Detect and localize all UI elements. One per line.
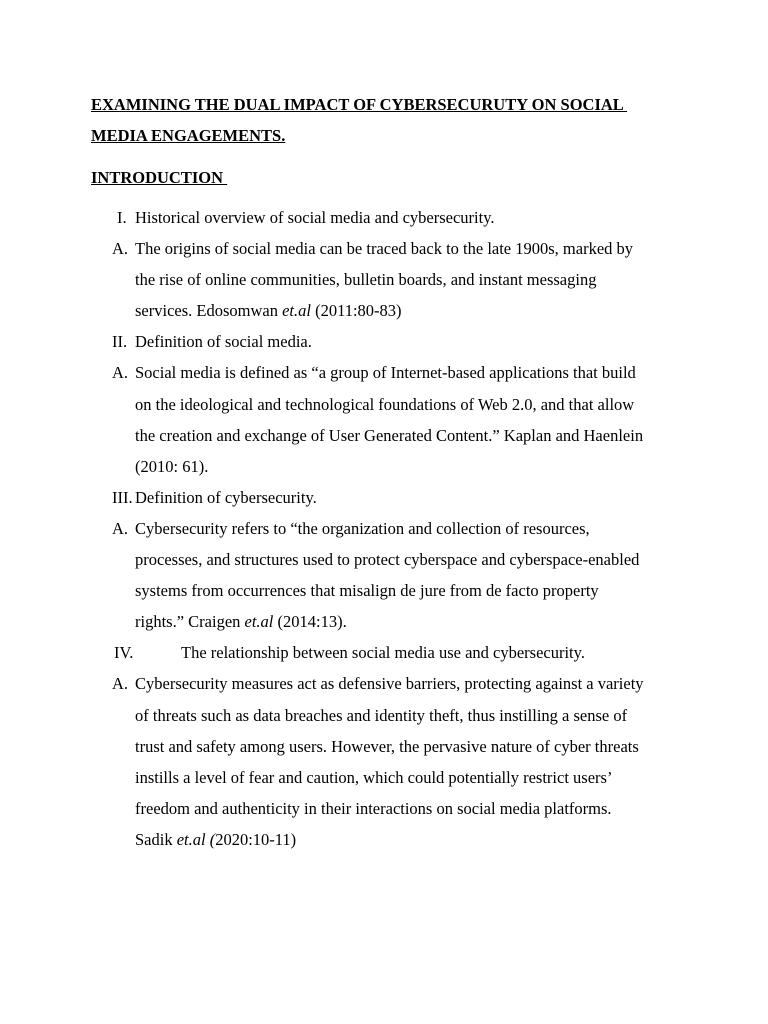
outline-text	[135, 513, 695, 637]
text-line	[135, 824, 695, 855]
text-run: Sadik	[135, 829, 177, 849]
text-line	[135, 793, 695, 824]
citation-italic: et.al (	[176, 829, 216, 849]
outline-marker: A.	[112, 363, 129, 383]
outline-item	[0, 482, 768, 513]
text-line	[135, 575, 695, 606]
outline-marker: III.	[112, 487, 133, 507]
document-title	[91, 89, 627, 151]
text-line	[135, 513, 695, 544]
outline-item	[0, 233, 768, 326]
outline-item	[0, 513, 768, 637]
outline-list	[0, 202, 768, 855]
text-run: systems from occurrences that misalign de jure from de facto property	[135, 581, 599, 601]
text-line	[135, 202, 695, 233]
text-line	[135, 233, 695, 264]
outline-text	[135, 357, 695, 481]
text-line	[181, 637, 741, 668]
text-line	[135, 482, 695, 513]
outline-marker: I.	[117, 208, 127, 227]
text-run: Social media is defined as “a group of Internet-based applications that build	[135, 363, 636, 383]
outline-text	[135, 202, 695, 233]
text-line	[135, 326, 695, 357]
section-heading-introduction: INTRODUCTION	[91, 168, 228, 187]
text-line	[135, 762, 695, 793]
text-run: Cybersecurity refers to “the organization and collection of resources,	[135, 518, 590, 538]
text-line	[135, 420, 695, 451]
text-run: The origins of social media can be traced back to the late 1900s, marked by	[135, 239, 634, 259]
text-run: (2011:80-83)	[310, 301, 402, 321]
outline-item	[0, 668, 768, 855]
title-line: MEDIA ENGAGEMENTS.	[91, 126, 286, 145]
outline-text	[135, 482, 695, 513]
outline-marker: A.	[112, 518, 129, 538]
outline-marker: A.	[112, 239, 129, 259]
outline-item	[0, 202, 768, 233]
citation-italic: et.al	[282, 301, 311, 321]
outline-item	[0, 357, 768, 481]
outline-marker: IV.	[114, 643, 134, 663]
outline-marker: A.	[112, 674, 129, 694]
text-line	[135, 606, 695, 637]
text-run: of threats such as data breaches and identity theft, thus instilling a sense of	[135, 705, 628, 725]
text-line	[135, 731, 695, 762]
title-line: EXAMINING THE DUAL IMPACT OF CYBERSECURUTY ON SOCIAL	[91, 95, 628, 114]
text-run: instills a level of fear and caution, which could potentially restrict users’	[135, 767, 613, 787]
text-run: rights.” Craigen	[135, 612, 245, 632]
text-run: Historical overview of social media and cybersecurity.	[135, 208, 495, 227]
text-line	[135, 357, 695, 388]
text-line	[135, 264, 695, 295]
text-run: (2014:13).	[273, 612, 347, 632]
text-run: The relationship between social media use and cybersecurity.	[181, 643, 585, 663]
outline-marker: II.	[112, 332, 128, 352]
text-line	[135, 544, 695, 575]
text-line	[135, 451, 695, 482]
text-line	[135, 295, 695, 326]
citation-italic: et.al	[244, 612, 274, 632]
text-run: processes, and structures used to protect cyberspace and cyberspace-enabled	[135, 550, 640, 570]
text-run: Cybersecurity measures act as defensive barriers, protecting against a variety	[135, 674, 644, 694]
text-run: trust and safety among users. However, the pervasive nature of cyber threats	[135, 736, 639, 756]
text-line	[135, 389, 695, 420]
outline-text	[135, 326, 695, 357]
outline-text	[135, 668, 695, 855]
outline-item	[0, 326, 768, 357]
text-run: the rise of online communities, bulletin boards, and instant messaging	[135, 270, 597, 290]
text-run: (2010: 61).	[135, 456, 209, 476]
text-run: services. Edosomwan	[135, 301, 283, 321]
text-run: Definition of cybersecurity.	[135, 487, 317, 507]
outline-text	[135, 233, 695, 326]
text-line	[135, 700, 695, 731]
text-run: 2020:10-11)	[215, 829, 297, 849]
text-run: freedom and authenticity in their interactions on social media platforms.	[135, 798, 612, 818]
outline-text	[181, 637, 741, 668]
text-run: Definition of social media.	[135, 332, 312, 352]
outline-item	[0, 637, 768, 668]
text-line	[135, 668, 695, 699]
text-run: on the ideological and technological foundations of Web 2.0, and that allow	[135, 394, 635, 414]
text-run: the creation and exchange of User Generated Content.” Kaplan and Haenlein	[135, 425, 644, 445]
